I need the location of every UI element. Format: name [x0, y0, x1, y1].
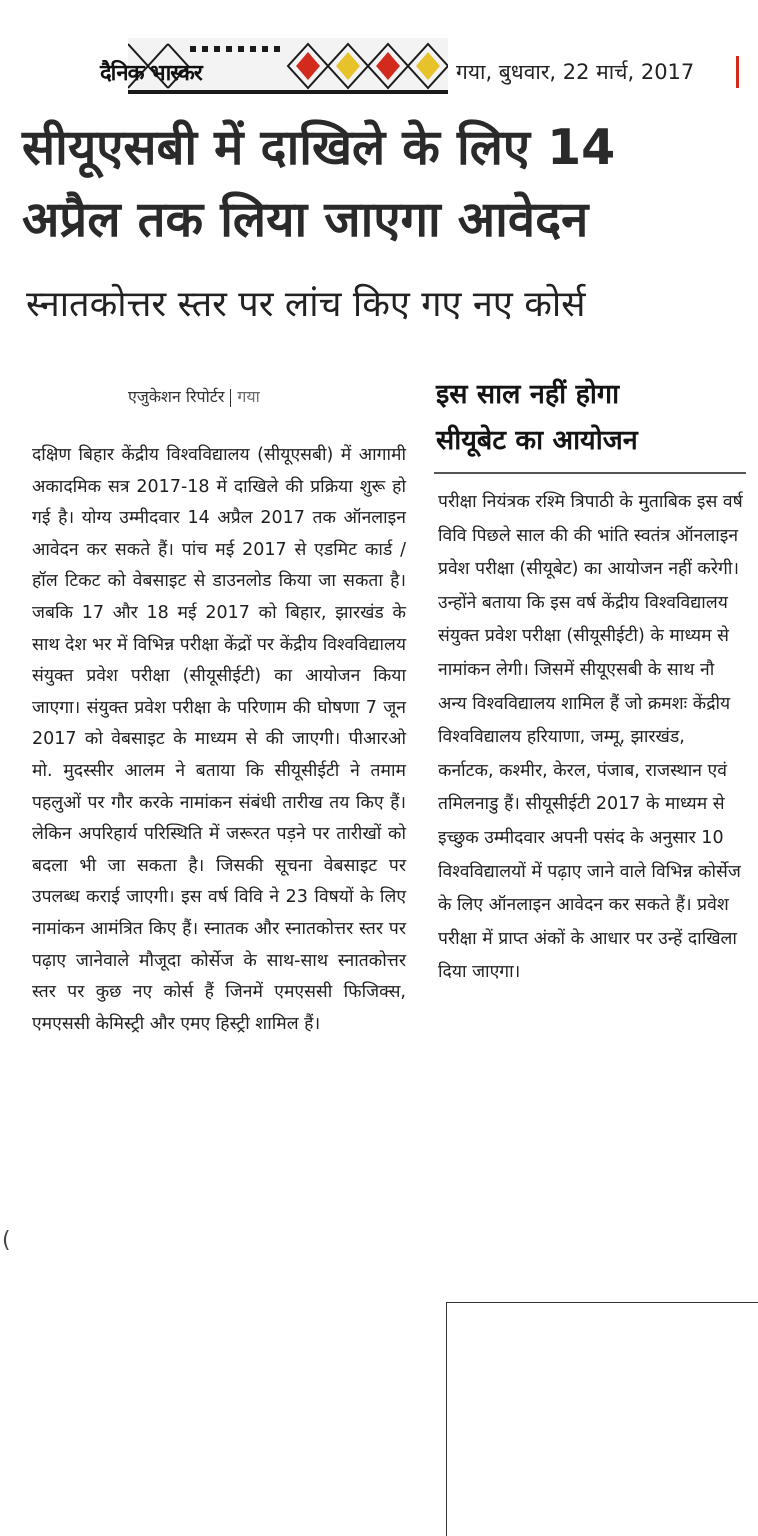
byline-location: गया — [237, 387, 260, 406]
article-subheadline: स्नातकोत्तर स्तर पर लांच किए गए नए कोर्स — [26, 284, 586, 325]
headline-line-1: सीयूएसबी में दाखिले के लिए 14 — [22, 119, 616, 176]
sidebar-body-text: परीक्षा नियंत्रक रश्मि त्रिपाठी के मुताबिक इस वर्ष विवि पिछले साल की की भांति स्वतंत्र ऑनलाइन प्रवेश परीक्षा (सीयूबेट) का आयोजन नहीं करेगी। उन्होंने बताया कि इस वर्ष केंद्रीय विश्वविद्यालय संयुक्त प्रवेश परीक्षा (सीयूसीईटी) के माध्यम से नामांकन लेगी। जिसमें सीयूएसबी के साथ नौ अन्य विश्वविद्यालय शामिल हैं जो क्रमशः केंद्रीय विश्वविद्यालय हरियाणा, जम्मू, झारखंड, कर्नाटक, कश्मीर, केरल, पंजाब, राजस्थान एवं तमिलनाडु हैं। सीयूसीईटी 2017 के माध्यम से इच्छुक उम्मीदवार अपनी पसंद के अनुसार 10 विश्वविद्यालयों में पढ़ाए जाने वाले विभिन्न कोर्सेज के लिए ऑनलाइन आवेदन कर सकते हैं। प्रवेश परीक्षा में प्राप्त अंकों के आधार पर उन्हें दाखिला दिया जाएगा। — [438, 492, 743, 983]
margin-mark: ( — [2, 1228, 11, 1253]
newspaper-logo: दैनिक भास्कर — [100, 61, 202, 86]
headline-line-2: अप्रैल तक लिया जाएगा आवेदन — [22, 191, 589, 248]
sidebar-body-column — [438, 486, 744, 990]
sidebar-headline-line-1: इस साल नहीं होगा — [436, 379, 620, 410]
byline-reporter: एजुकेशन रिपोर्टर — [128, 387, 225, 406]
article-body-text: दक्षिण बिहार केंद्रीय विश्वविद्यालय (सीयूएसबी) में आगामी अकादमिक सत्र 2017-18 में दाखिले की प्रक्रिया शुरू हो गई है। योग्य उम्मीदवार 14 अप्रैल 2017 तक ऑनलाइन आवेदन कर सकते हैं। पांच मई 2017 से एडमिट कार्ड / हॉल टिकट को वेबसाइट से डाउनलोड किया जा सकता है। जबकि 17 और 18 मई 2017 को बिहार, झारखंड के साथ देश भर में विभिन्न परीक्षा केंद्रों पर केंद्रीय विश्वविद्यालय संयुक्त प्रवेश परीक्षा (सीयूसीईटी) का आयोजन किया जाएगा। संयुक्त प्रवेश परीक्षा के परिणाम की घोषणा 7 जून 2017 को वेबसाइट के माध्यम से की जाएगी। पीआरओ मो. मुदस्सीर आलम ने बताया कि सीयूसीईटी ने तमाम पहलुओं पर गौर करके नामांकन संबंधी तारीख तय किए हैं। लेकिन अपरिहार्य परिस्थिति में जरूरत पड़ने पर तारीखों को बदला भी जा सकता है। जिसकी सूचना वेबसाइट पर उपलब्ध कराई जाएगी। इस वर्ष विवि ने 23 विषयों के लिए नामांकन आमंत्रित किए हैं। स्नातक और स्नातकोत्तर स्तर पर पढ़ाए जानेवाले मौजूदा कोर्सेज के साथ-साथ स्नातकोत्तर स्तर पर कुछ नए कोर्स हैं जिनमें एमएससी फिजिक्स, एमएससी केमिस्ट्री और एमए हिस्ट्री शामिल हैं। — [32, 445, 406, 1034]
masthead — [0, 0, 758, 104]
article-body-column — [32, 440, 406, 1040]
byline-divider — [230, 389, 231, 407]
sidebar-headline — [436, 372, 751, 464]
byline — [128, 386, 260, 408]
sidebar-headline-line-2: सीयूबेट का आयोजन — [436, 425, 638, 456]
edition-dateline: गया, बुधवार, 22 मार्च, 2017 — [456, 60, 695, 84]
dateline-accent-bar — [736, 56, 739, 88]
sidebar-divider — [434, 472, 746, 474]
empty-frame — [446, 1302, 758, 1536]
article-headline — [22, 112, 750, 256]
